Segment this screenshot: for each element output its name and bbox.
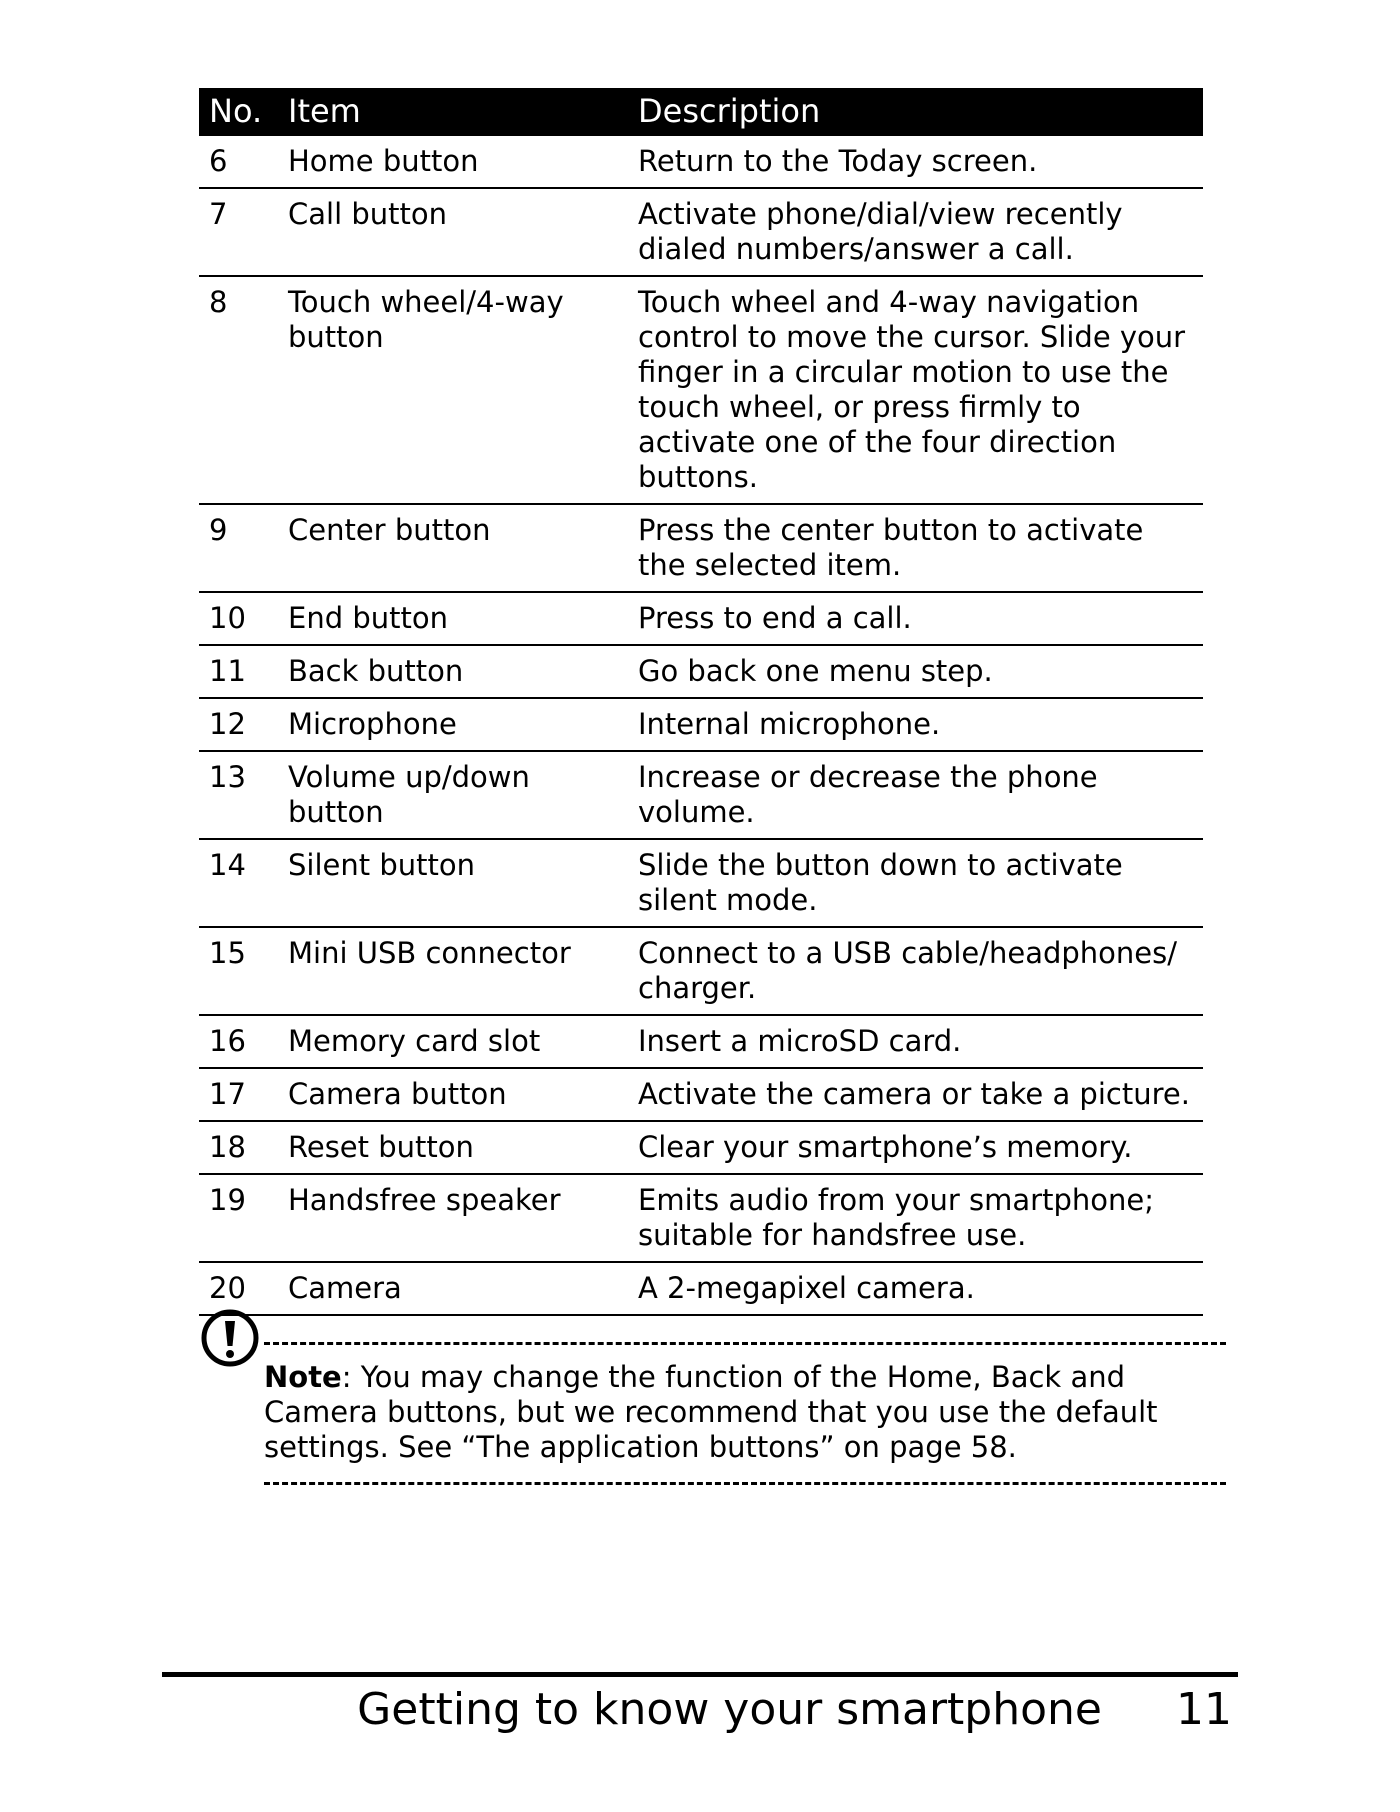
row-description: A 2-megapixel camera.: [628, 1262, 1203, 1315]
table-row: [199, 698, 1203, 751]
note-text: [264, 1360, 1244, 1465]
note-body: : You may change the function of the Home, Back and Camera buttons, but we recommend that you use the default settings. See “The application buttons” on page 58.: [264, 1360, 1158, 1464]
table-row: [199, 927, 1203, 1015]
table-row: [199, 839, 1203, 927]
note-callout: [200, 1308, 1230, 1488]
row-item: Reset button: [278, 1121, 628, 1174]
table-row: [199, 1174, 1203, 1262]
footer-divider: [162, 1672, 1238, 1677]
note-label: Note: [264, 1360, 342, 1394]
row-item: Touch wheel/4-way button: [278, 276, 628, 504]
footer-page-number: 11: [1176, 1684, 1232, 1735]
row-item: Volume up/down button: [278, 751, 628, 839]
row-number: 18: [199, 1121, 278, 1174]
table-row: [199, 276, 1203, 504]
row-number: 20: [199, 1262, 278, 1315]
table-row: [199, 136, 1203, 188]
row-description: Activate the camera or take a picture.: [628, 1068, 1203, 1121]
row-description: Touch wheel and 4-way navigation control to move the cursor. Slide your finger in a circular motion to use the touch wheel, or press firmly to activate one of the four direction buttons.: [628, 276, 1203, 504]
row-description: Internal microphone.: [628, 698, 1203, 751]
note-divider-top: [264, 1342, 1226, 1345]
table-row: [199, 1068, 1203, 1121]
table-row: [199, 592, 1203, 645]
row-item: Handsfree speaker: [278, 1174, 628, 1262]
row-description: Connect to a USB cable/headphones/ charger.: [628, 927, 1203, 1015]
button-description-table: [199, 88, 1203, 1316]
table-header-row: [199, 88, 1203, 136]
footer-chapter-title: Getting to know your smartphone: [357, 1684, 1102, 1735]
row-number: 10: [199, 592, 278, 645]
row-number: 15: [199, 927, 278, 1015]
header-no: No.: [199, 88, 278, 136]
row-number: 19: [199, 1174, 278, 1262]
table-row: [199, 751, 1203, 839]
header-description: Description: [628, 88, 1203, 136]
row-number: 6: [199, 136, 278, 188]
row-item: End button: [278, 592, 628, 645]
row-item: Back button: [278, 645, 628, 698]
row-item: Center button: [278, 504, 628, 592]
row-number: 12: [199, 698, 278, 751]
row-description: Insert a microSD card.: [628, 1015, 1203, 1068]
header-item: Item: [278, 88, 628, 136]
table-body: [199, 136, 1203, 1315]
row-number: 17: [199, 1068, 278, 1121]
row-description: Emits audio from your smartphone; suitable for handsfree use.: [628, 1174, 1203, 1262]
note-divider-bottom: [264, 1482, 1226, 1485]
exclamation-circle-icon: [200, 1308, 262, 1370]
row-number: 9: [199, 504, 278, 592]
row-description: Go back one menu step.: [628, 645, 1203, 698]
table-row: [199, 1121, 1203, 1174]
table-header: [199, 88, 1203, 136]
row-number: 16: [199, 1015, 278, 1068]
row-item: Silent button: [278, 839, 628, 927]
row-item: Mini USB connector: [278, 927, 628, 1015]
row-number: 11: [199, 645, 278, 698]
row-description: Increase or decrease the phone volume.: [628, 751, 1203, 839]
row-number: 7: [199, 188, 278, 276]
table-row: [199, 504, 1203, 592]
row-item: Microphone: [278, 698, 628, 751]
row-item: Camera button: [278, 1068, 628, 1121]
table-row: [199, 188, 1203, 276]
row-item: Call button: [278, 188, 628, 276]
table-row: [199, 645, 1203, 698]
row-number: 8: [199, 276, 278, 504]
row-number: 14: [199, 839, 278, 927]
row-number: 13: [199, 751, 278, 839]
row-description: Return to the Today screen.: [628, 136, 1203, 188]
row-item: Home button: [278, 136, 628, 188]
row-item: Memory card slot: [278, 1015, 628, 1068]
row-description: Press the center button to activate the selected item.: [628, 504, 1203, 592]
row-description: Press to end a call.: [628, 592, 1203, 645]
row-description: Clear your smartphone’s memory.: [628, 1121, 1203, 1174]
row-item: Camera: [278, 1262, 628, 1315]
row-description: Activate phone/dial/view recently dialed numbers/answer a call.: [628, 188, 1203, 276]
table-row: [199, 1015, 1203, 1068]
row-description: Slide the button down to activate silent mode.: [628, 839, 1203, 927]
